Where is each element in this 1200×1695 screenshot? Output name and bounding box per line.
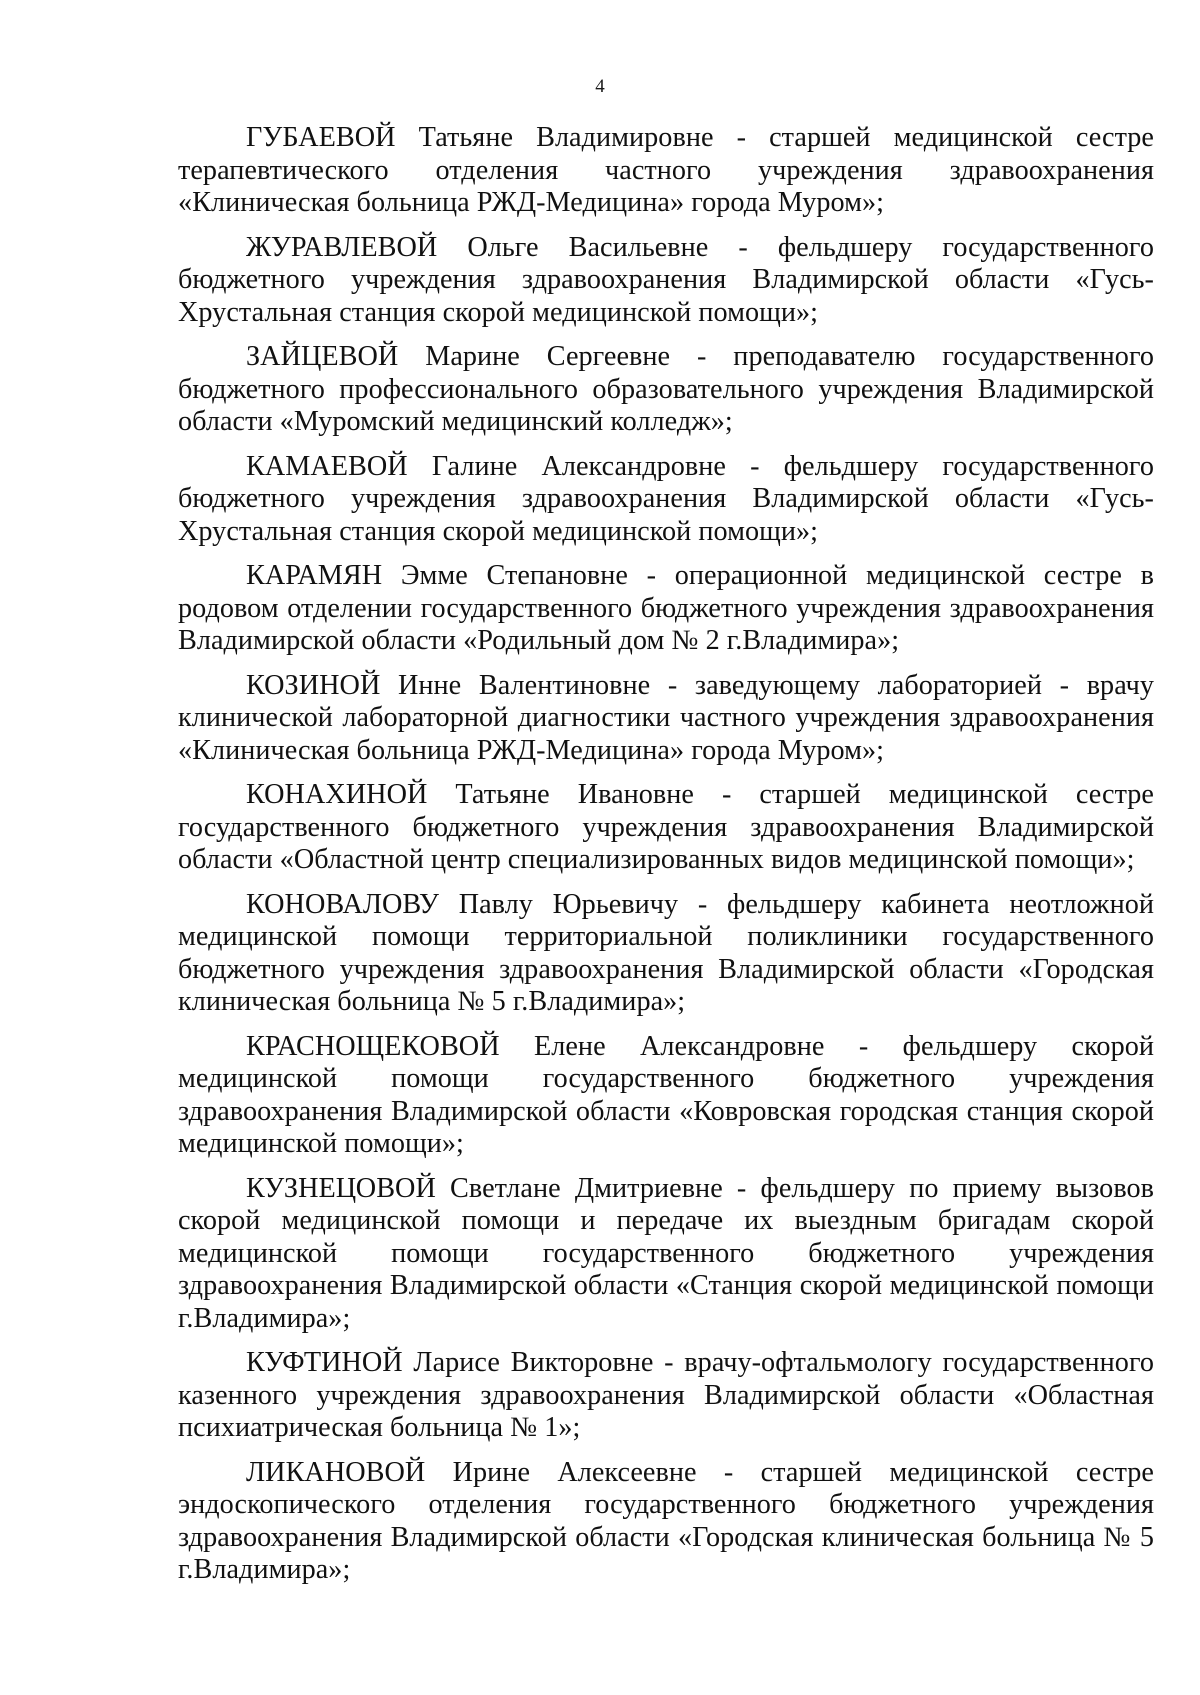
award-entry: ЖУРАВЛЕВОЙ Ольге Васильевне - фельдшеру государственного бюджетного учреждения здравоохранения Владимирской области «Гусь-Хрустальная станция скорой медицинской помощи»; [178, 231, 1154, 328]
award-entry: ЗАЙЦЕВОЙ Марине Сергеевне - преподавателю государственного бюджетного профессионального образовательного учреждения Владимирской области «Муромский медицинский колледж»; [178, 341, 1154, 437]
award-entry: КОНАХИНОЙ Татьяне Ивановне - старшей медицинской сестре государственного бюджетного учреждения здравоохранения Владимирской области «Областной центр специализированных видов медицинской помощи»; [178, 779, 1154, 875]
page-number: 4 [595, 76, 605, 97]
award-entry: КРАСНОЩЕКОВОЙ Елене Александровне - фельдшеру скорой медицинской помощи государственного бюджетного учреждения здравоохранения Владимирской области «Ковровская городская станция скорой медицинской помощи»; [178, 1030, 1154, 1159]
award-entry: КОНОВАЛОВУ Павлу Юрьевичу - фельдшеру кабинета неотложной медицинской помощи территориальной поликлиники государственного бюджетного учреждения здравоохранения Владимирской области «Городская клиническая больница № 5 г.Владимира»; [178, 888, 1154, 1017]
award-entry: КАМАЕВОЙ Галине Александровне - фельдшеру государственного бюджетного учреждения здравоохранения Владимирской области «Гусь-Хрустальная станция скорой медицинской помощи»; [178, 450, 1154, 547]
award-entry: ГУБАЕВОЙ Татьяне Владимировне - старшей медицинской сестре терапевтического отделения частного учреждения здравоохранения «Клиническая больница РЖД-Медицина» города Муром»; [178, 122, 1154, 218]
award-entry: КУЗНЕЦОВОЙ Светлане Дмитриевне - фельдшеру по приему вызовов скорой медицинской помощи и передаче их выездным бригадам скорой медицинской помощи государственного бюджетного учреждения здравоохранения Владимирской области «Станция скорой медицинской помощи г.Владимира»; [178, 1172, 1154, 1334]
award-entry: КУФТИНОЙ Ларисе Викторовне - врачу-офтальмологу государственного казенного учреждения здравоохранения Владимирской области «Областная психиатрическая больница № 1»; [178, 1347, 1154, 1443]
award-entry: КАРАМЯН Эмме Степановне - операционной медицинской сестре в родовом отделении государственного бюджетного учреждения здравоохранения Владимирской области «Родильный дом № 2 г.Владимира»; [178, 560, 1154, 656]
award-entry: ЛИКАНОВОЙ Ирине Алексеевне - старшей медицинской сестре эндоскопического отделения государственного бюджетного учреждения здравоохранения Владимирской области «Городская клиническая больница № 5 г.Владимира»; [178, 1456, 1154, 1585]
document-body [178, 122, 1154, 1599]
award-entry: КОЗИНОЙ Инне Валентиновне - заведующему лабораторией - врачу клинической лабораторной диагностики частного учреждения здравоохранения «Клиническая больница РЖД-Медицина» города Муром»; [178, 669, 1154, 766]
